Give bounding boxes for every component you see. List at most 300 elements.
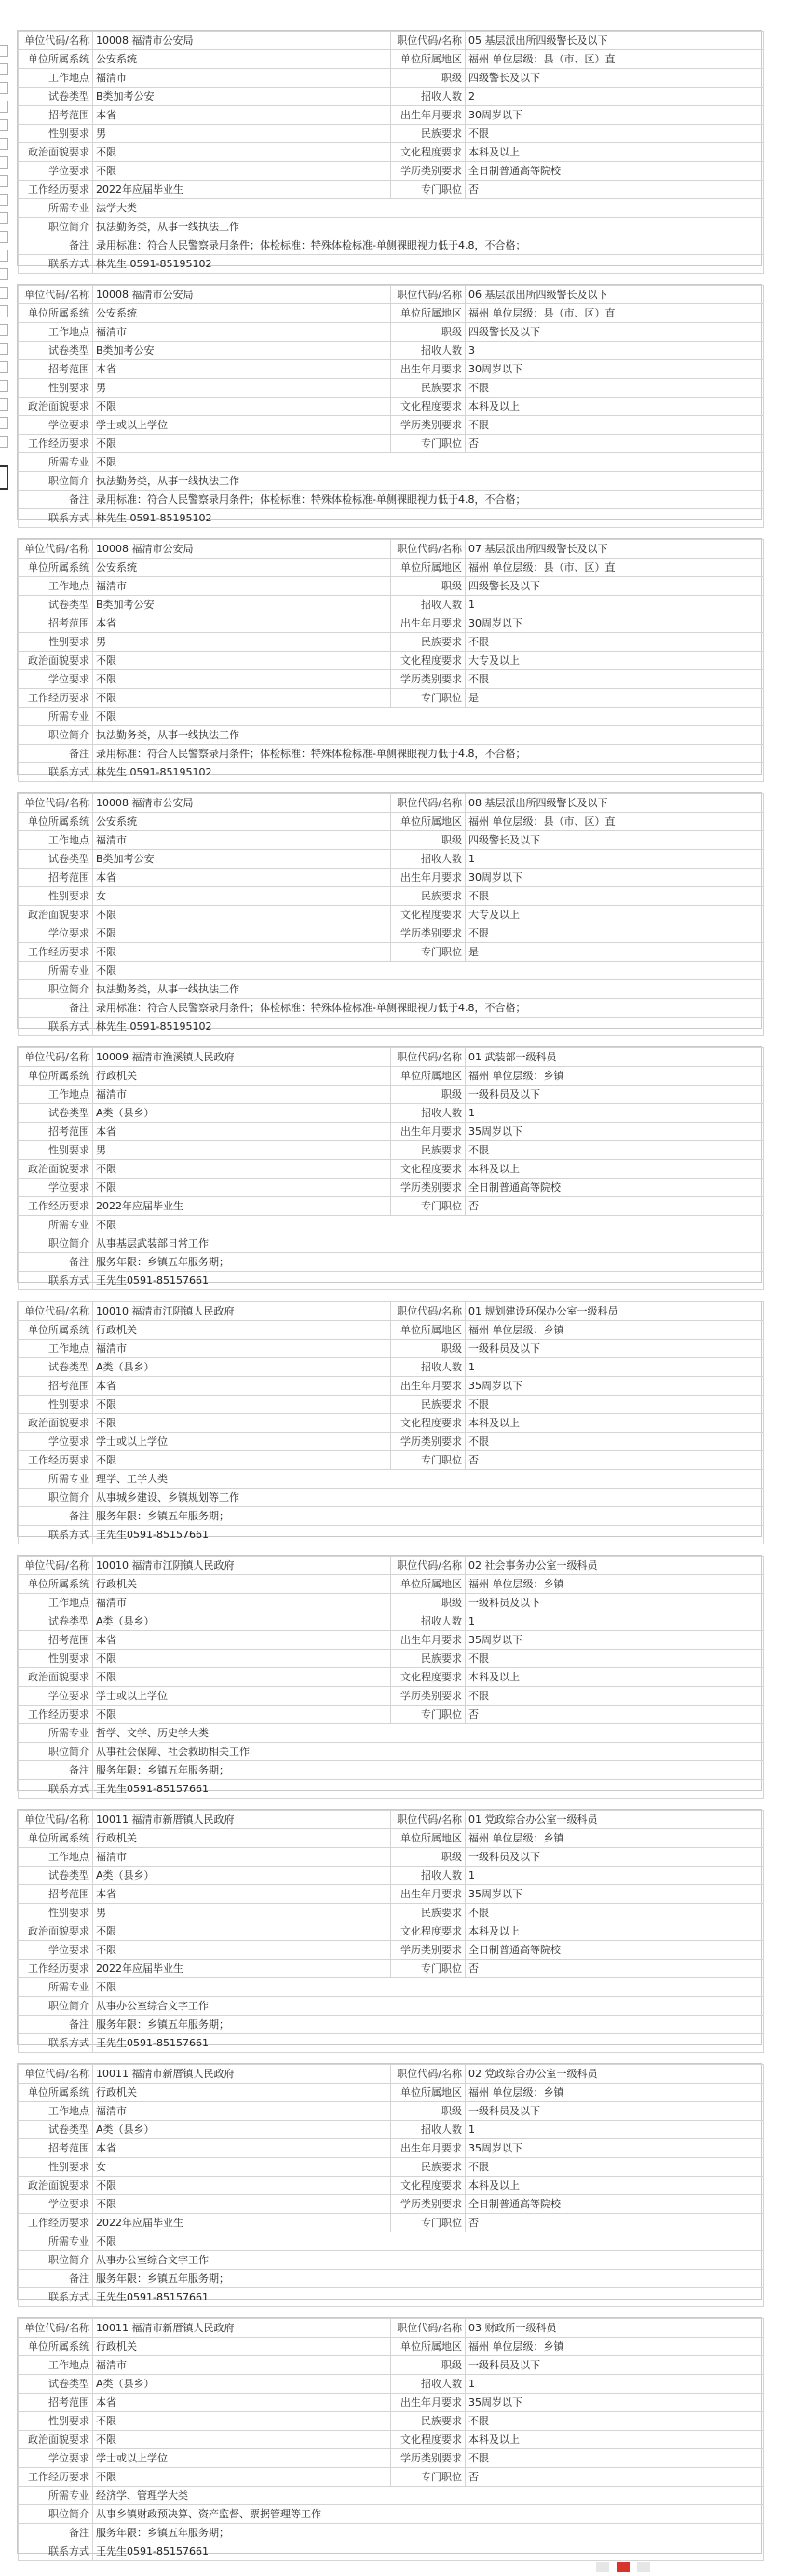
- field-value-birth: 35周岁以下: [466, 1123, 764, 1141]
- field-label-special: 专门职位: [391, 2214, 466, 2232]
- field-value-contact: 王先生0591-85157661: [93, 2288, 764, 2307]
- field-value-intro: 从事基层武装部日常工作: [93, 1234, 764, 1253]
- table-row: [19, 2487, 764, 2505]
- table-row: [19, 491, 764, 509]
- table-row: [19, 1724, 764, 1743]
- field-label-location: 工作地点: [19, 2356, 93, 2375]
- field-label-birth: 出生年月要求: [391, 360, 466, 379]
- field-value-system: 行政机关: [93, 1067, 391, 1086]
- field-label-edutype: 学历类别要求: [391, 670, 466, 689]
- field-value-rank: 一级科员及以下: [466, 1340, 764, 1358]
- field-value-ethnic: 不限: [466, 1396, 764, 1414]
- field-value-edu: 本科及以上: [466, 143, 764, 162]
- field-value-system: 行政机关: [93, 1321, 391, 1340]
- table-row: [19, 2251, 764, 2270]
- field-value-note: 服务年限：乡镇五年服务期；: [93, 2270, 764, 2288]
- table-row: [19, 1048, 764, 1067]
- table-row: [19, 2102, 764, 2121]
- field-label-degree: 学位要求: [19, 416, 93, 435]
- field-value-birth: 35周岁以下: [466, 1885, 764, 1904]
- table-row: [19, 850, 764, 869]
- field-label-edutype: 学历类别要求: [391, 1941, 466, 1960]
- field-label-system: 单位所属系统: [19, 559, 93, 577]
- field-label-contact: 联系方式: [19, 1272, 93, 1290]
- table-row: [19, 1470, 764, 1489]
- field-label-rank: 职级: [391, 1340, 466, 1358]
- table-row: [19, 509, 764, 528]
- rail-tab[interactable]: [0, 305, 8, 317]
- field-value-edu: 本科及以上: [466, 1414, 764, 1433]
- field-label-note: 备注: [19, 2016, 93, 2034]
- field-value-intro: 从事乡镇财政预决算、资产监督、票据管理等工作: [93, 2505, 764, 2524]
- field-label-experience: 工作经历要求: [19, 689, 93, 708]
- table-row: [19, 794, 764, 813]
- field-label-edu: 文化程度要求: [391, 143, 466, 162]
- field-value-gender: 男: [93, 379, 391, 398]
- field-label-birth: 出生年月要求: [391, 1123, 466, 1141]
- field-value-count: 1: [466, 1358, 764, 1377]
- field-label-count: 招收人数: [391, 1867, 466, 1885]
- table-row: [19, 32, 764, 50]
- field-label-degree: 学位要求: [19, 924, 93, 943]
- field-value-rank: 一级科员及以下: [466, 1848, 764, 1867]
- field-value-note: 录用标准：符合人民警察录用条件；体检标准：特殊体检标准-单侧裸眼视力低于4.8，不合格；: [93, 745, 764, 763]
- table-row: [19, 1668, 764, 1687]
- table-row: [19, 2412, 764, 2431]
- rail-tab[interactable]: [0, 63, 8, 75]
- field-label-major: 所需专业: [19, 1216, 93, 1234]
- table-row: [19, 1272, 764, 1290]
- field-label-degree: 学位要求: [19, 1433, 93, 1451]
- page-button[interactable]: [596, 2562, 609, 2572]
- table-row: [19, 2177, 764, 2195]
- field-value-note: 服务年限：乡镇五年服务期；: [93, 1253, 764, 1272]
- field-label-unit: 单位代码/名称: [19, 286, 93, 304]
- field-label-birth: 出生年月要求: [391, 614, 466, 633]
- table-row: [19, 2195, 764, 2214]
- rail-tab[interactable]: [0, 101, 8, 113]
- field-label-contact: 联系方式: [19, 2288, 93, 2307]
- table-row: [19, 1489, 764, 1507]
- field-label-edutype: 学历类别要求: [391, 2195, 466, 2214]
- rail-tab[interactable]: [0, 436, 8, 448]
- rail-tab[interactable]: [0, 119, 8, 131]
- field-label-area: 单位所属地区: [391, 1829, 466, 1848]
- field-label-note: 备注: [19, 745, 93, 763]
- field-value-area: 福州 单位层级：县（市、区）直: [466, 813, 764, 831]
- table-row: [19, 1141, 764, 1160]
- table-row: [19, 255, 764, 274]
- field-label-special: 专门职位: [391, 1706, 466, 1724]
- field-value-exam: B类加考公安: [93, 850, 391, 869]
- field-value-location: 福清市: [93, 2356, 391, 2375]
- field-value-experience: 不限: [93, 2468, 391, 2487]
- field-label-intro: 职位简介: [19, 2505, 93, 2524]
- field-value-special: 否: [466, 2468, 764, 2487]
- field-label-political: 政治面貌要求: [19, 2431, 93, 2449]
- field-value-special: 否: [466, 1451, 764, 1470]
- field-value-degree: 不限: [93, 1941, 391, 1960]
- table-row: [19, 1526, 764, 1544]
- field-value-intro: 从事社会保障、社会救助相关工作: [93, 1743, 764, 1761]
- field-value-post: 05 基层派出所四级警长及以下: [466, 32, 764, 50]
- rail-tab[interactable]: [0, 324, 8, 336]
- field-label-scope: 招考范围: [19, 1631, 93, 1650]
- field-value-contact: 王先生0591-85157661: [93, 1272, 764, 1290]
- field-value-scope: 本省: [93, 2139, 391, 2158]
- field-label-scope: 招考范围: [19, 2139, 93, 2158]
- field-label-area: 单位所属地区: [391, 559, 466, 577]
- field-value-intro: 从事办公室综合文字工作: [93, 1997, 764, 2016]
- field-value-post: 03 财政所一级科员: [466, 2319, 764, 2338]
- field-label-note: 备注: [19, 236, 93, 255]
- field-label-rank: 职级: [391, 1594, 466, 1612]
- field-label-unit: 单位代码/名称: [19, 2065, 93, 2084]
- field-value-edutype: 全日制普通高等院校: [466, 2195, 764, 2214]
- field-label-exam: 试卷类型: [19, 2121, 93, 2139]
- table-row: [19, 2121, 764, 2139]
- field-label-experience: 工作经历要求: [19, 1451, 93, 1470]
- field-value-location: 福清市: [93, 1340, 391, 1358]
- field-value-edutype: 不限: [466, 670, 764, 689]
- field-label-major: 所需专业: [19, 199, 93, 218]
- field-label-location: 工作地点: [19, 69, 93, 88]
- rail-tab[interactable]: [0, 398, 8, 411]
- field-label-area: 单位所属地区: [391, 813, 466, 831]
- table-row: [19, 304, 764, 323]
- table-row: [19, 2449, 764, 2468]
- field-value-experience: 2022年应届毕业生: [93, 1960, 391, 1978]
- field-value-post: 06 基层派出所四级警长及以下: [466, 286, 764, 304]
- field-label-major: 所需专业: [19, 2487, 93, 2505]
- table-row: [19, 652, 764, 670]
- field-label-edutype: 学历类别要求: [391, 1433, 466, 1451]
- field-value-major: 理学、工学大类: [93, 1470, 764, 1489]
- field-label-count: 招收人数: [391, 1612, 466, 1631]
- field-value-experience: 2022年应届毕业生: [93, 1197, 391, 1216]
- rail-tab[interactable]: [0, 380, 8, 392]
- field-value-rank: 四级警长及以下: [466, 831, 764, 850]
- rail-tab[interactable]: [0, 82, 8, 94]
- field-value-birth: 30周岁以下: [466, 360, 764, 379]
- page-button[interactable]: [637, 2562, 650, 2572]
- field-value-exam: A类（县乡）: [93, 2375, 391, 2394]
- field-value-unit: 10009 福清市渔溪镇人民政府: [93, 1048, 391, 1067]
- job-post-card: [17, 1555, 762, 1795]
- field-value-experience: 不限: [93, 943, 391, 962]
- field-label-note: 备注: [19, 2524, 93, 2542]
- field-label-special: 专门职位: [391, 689, 466, 708]
- rail-tab[interactable]: [0, 231, 8, 243]
- field-label-edutype: 学历类别要求: [391, 1687, 466, 1706]
- field-label-gender: 性别要求: [19, 1396, 93, 1414]
- field-value-system: 公安系统: [93, 304, 391, 323]
- rail-tab[interactable]: [0, 250, 8, 262]
- field-label-edu: 文化程度要求: [391, 1160, 466, 1179]
- table-row: [19, 360, 764, 379]
- field-value-gender: 男: [93, 1904, 391, 1922]
- field-value-rank: 一级科员及以下: [466, 2356, 764, 2375]
- field-label-rank: 职级: [391, 2102, 466, 2121]
- field-value-scope: 本省: [93, 869, 391, 887]
- field-value-post: 08 基层派出所四级警长及以下: [466, 794, 764, 813]
- table-row: [19, 1179, 764, 1197]
- table-row: [19, 1594, 764, 1612]
- field-label-political: 政治面貌要求: [19, 143, 93, 162]
- table-row: [19, 1904, 764, 1922]
- field-label-unit: 单位代码/名称: [19, 794, 93, 813]
- table-row: [19, 181, 764, 199]
- field-value-unit: 10008 福清市公安局: [93, 540, 391, 559]
- field-label-birth: 出生年月要求: [391, 869, 466, 887]
- field-label-count: 招收人数: [391, 850, 466, 869]
- rail-tab[interactable]: [0, 138, 8, 150]
- field-value-edu: 大专及以上: [466, 906, 764, 924]
- table-row: [19, 106, 764, 125]
- field-label-unit: 单位代码/名称: [19, 1811, 93, 1829]
- field-label-ethnic: 民族要求: [391, 633, 466, 652]
- field-value-rank: 一级科员及以下: [466, 1086, 764, 1104]
- field-value-note: 录用标准：符合人民警察录用条件；体检标准：特殊体检标准-单侧裸眼视力低于4.8，不合格；: [93, 491, 764, 509]
- field-value-major: 不限: [93, 962, 764, 980]
- field-label-scope: 招考范围: [19, 106, 93, 125]
- field-label-special: 专门职位: [391, 435, 466, 453]
- field-label-special: 专门职位: [391, 943, 466, 962]
- field-label-rank: 职级: [391, 323, 466, 342]
- rail-tab[interactable]: [0, 287, 8, 299]
- field-value-special: 是: [466, 943, 764, 962]
- field-label-birth: 出生年月要求: [391, 2394, 466, 2412]
- field-value-area: 福州 单位层级：乡镇: [466, 2084, 764, 2102]
- field-value-post: 01 规划建设环保办公室一级科员: [466, 1302, 764, 1321]
- field-label-experience: 工作经历要求: [19, 2468, 93, 2487]
- field-value-experience: 不限: [93, 435, 391, 453]
- table-row: [19, 2431, 764, 2449]
- field-value-exam: B类加考公安: [93, 596, 391, 614]
- job-post-card: [17, 30, 762, 270]
- field-value-count: 1: [466, 850, 764, 869]
- rail-tab[interactable]: [0, 417, 8, 429]
- field-value-political: 不限: [93, 906, 391, 924]
- table-row: [19, 379, 764, 398]
- rail-tab[interactable]: [0, 343, 8, 355]
- rail-tab-selected[interactable]: [0, 465, 8, 490]
- page-button-current[interactable]: [617, 2562, 630, 2572]
- table-row: [19, 1507, 764, 1526]
- table-row: [19, 1811, 764, 1829]
- field-value-edutype: 全日制普通高等院校: [466, 162, 764, 181]
- table-row: [19, 1867, 764, 1885]
- field-value-unit: 10008 福清市公安局: [93, 794, 391, 813]
- table-row: [19, 1829, 764, 1848]
- field-label-special: 专门职位: [391, 1960, 466, 1978]
- field-value-degree: 学士或以上学位: [93, 1687, 391, 1706]
- table-row: [19, 962, 764, 980]
- field-value-location: 福清市: [93, 2102, 391, 2121]
- table-row: [19, 472, 764, 491]
- left-scroll-rail: [0, 0, 11, 493]
- field-value-degree: 不限: [93, 670, 391, 689]
- table-row: [19, 924, 764, 943]
- field-value-ethnic: 不限: [466, 887, 764, 906]
- field-label-experience: 工作经历要求: [19, 1706, 93, 1724]
- table-row: [19, 2232, 764, 2251]
- field-label-experience: 工作经历要求: [19, 435, 93, 453]
- field-label-area: 单位所属地区: [391, 1067, 466, 1086]
- field-label-major: 所需专业: [19, 962, 93, 980]
- field-label-note: 备注: [19, 1507, 93, 1526]
- field-value-edutype: 不限: [466, 924, 764, 943]
- field-label-edu: 文化程度要求: [391, 906, 466, 924]
- field-label-major: 所需专业: [19, 1470, 93, 1489]
- field-value-gender: 不限: [93, 1650, 391, 1668]
- field-value-post: 07 基层派出所四级警长及以下: [466, 540, 764, 559]
- table-row: [19, 69, 764, 88]
- field-label-rank: 职级: [391, 577, 466, 596]
- field-value-rank: 一级科员及以下: [466, 1594, 764, 1612]
- field-value-contact: 王先生0591-85157661: [93, 2542, 764, 2561]
- rail-tab[interactable]: [0, 268, 8, 280]
- table-row: [19, 559, 764, 577]
- field-label-system: 单位所属系统: [19, 1067, 93, 1086]
- field-label-post: 职位代码/名称: [391, 2065, 466, 2084]
- field-value-political: 不限: [93, 652, 391, 670]
- field-value-rank: 四级警长及以下: [466, 323, 764, 342]
- field-label-unit: 单位代码/名称: [19, 32, 93, 50]
- table-row: [19, 1451, 764, 1470]
- field-value-unit: 10011 福清市新厝镇人民政府: [93, 1811, 391, 1829]
- field-label-degree: 学位要求: [19, 1687, 93, 1706]
- field-label-birth: 出生年月要求: [391, 1885, 466, 1904]
- field-label-birth: 出生年月要求: [391, 106, 466, 125]
- field-label-exam: 试卷类型: [19, 1867, 93, 1885]
- field-value-area: 福州 单位层级：乡镇: [466, 1321, 764, 1340]
- field-label-area: 单位所属地区: [391, 2338, 466, 2356]
- field-label-edutype: 学历类别要求: [391, 416, 466, 435]
- table-row: [19, 943, 764, 962]
- field-label-edu: 文化程度要求: [391, 2177, 466, 2195]
- field-value-birth: 35周岁以下: [466, 2394, 764, 2412]
- field-label-count: 招收人数: [391, 88, 466, 106]
- field-value-contact: 王先生0591-85157661: [93, 1780, 764, 1799]
- field-value-system: 行政机关: [93, 1575, 391, 1594]
- field-label-contact: 联系方式: [19, 763, 93, 782]
- table-row: [19, 2468, 764, 2487]
- job-post-card: [17, 1046, 762, 1287]
- table-row: [19, 1885, 764, 1904]
- field-value-exam: B类加考公安: [93, 342, 391, 360]
- field-value-edu: 本科及以上: [466, 1668, 764, 1687]
- table-row: [19, 1018, 764, 1036]
- field-label-major: 所需专业: [19, 1978, 93, 1997]
- field-value-rank: 一级科员及以下: [466, 2102, 764, 2121]
- table-row: [19, 2139, 764, 2158]
- rail-tab[interactable]: [0, 156, 8, 169]
- field-label-post: 职位代码/名称: [391, 540, 466, 559]
- field-label-ethnic: 民族要求: [391, 2158, 466, 2177]
- table-row: [19, 2375, 764, 2394]
- table-row: [19, 2338, 764, 2356]
- field-value-scope: 本省: [93, 1631, 391, 1650]
- field-value-birth: 30周岁以下: [466, 106, 764, 125]
- field-label-intro: 职位简介: [19, 1234, 93, 1253]
- field-value-edutype: 不限: [466, 416, 764, 435]
- rail-tab[interactable]: [0, 45, 8, 57]
- table-row: [19, 1706, 764, 1724]
- field-value-major: 不限: [93, 1978, 764, 1997]
- field-value-political: 不限: [93, 2177, 391, 2195]
- field-label-exam: 试卷类型: [19, 596, 93, 614]
- table-row: [19, 218, 764, 236]
- field-label-experience: 工作经历要求: [19, 1197, 93, 1216]
- field-value-experience: 不限: [93, 1706, 391, 1724]
- field-value-count: 1: [466, 596, 764, 614]
- table-row: [19, 323, 764, 342]
- field-value-unit: 10010 福清市江阴镇人民政府: [93, 1302, 391, 1321]
- job-post-card: [17, 2317, 762, 2557]
- field-value-area: 福州 单位层级：乡镇: [466, 1829, 764, 1848]
- field-value-exam: A类（县乡）: [93, 1867, 391, 1885]
- field-value-note: 服务年限：乡镇五年服务期；: [93, 1507, 764, 1526]
- table-row: [19, 906, 764, 924]
- rail-tab[interactable]: [0, 212, 8, 224]
- field-value-contact: 林先生 0591-85195102: [93, 763, 764, 782]
- field-value-birth: 30周岁以下: [466, 869, 764, 887]
- field-value-exam: A类（县乡）: [93, 1612, 391, 1631]
- field-value-location: 福清市: [93, 1848, 391, 1867]
- table-row: [19, 2016, 764, 2034]
- table-row: [19, 2158, 764, 2177]
- field-label-major: 所需专业: [19, 1724, 93, 1743]
- field-label-unit: 单位代码/名称: [19, 1557, 93, 1575]
- table-row: [19, 143, 764, 162]
- field-label-area: 单位所属地区: [391, 1321, 466, 1340]
- field-label-gender: 性别要求: [19, 1650, 93, 1668]
- field-label-location: 工作地点: [19, 1340, 93, 1358]
- field-label-degree: 学位要求: [19, 162, 93, 181]
- field-value-degree: 学士或以上学位: [93, 416, 391, 435]
- table-row: [19, 1848, 764, 1867]
- field-value-intro: 从事城乡建设、乡镇规划等工作: [93, 1489, 764, 1507]
- field-label-gender: 性别要求: [19, 2158, 93, 2177]
- field-label-political: 政治面貌要求: [19, 398, 93, 416]
- table-row: [19, 1780, 764, 1799]
- field-value-gender: 男: [93, 125, 391, 143]
- field-value-post: 01 武装部一级科员: [466, 1048, 764, 1067]
- rail-tab[interactable]: [0, 175, 8, 187]
- table-row: [19, 398, 764, 416]
- table-row: [19, 2505, 764, 2524]
- field-value-post: 02 党政综合办公室一级科员: [466, 2065, 764, 2084]
- field-value-major: 不限: [93, 1216, 764, 1234]
- field-label-rank: 职级: [391, 1848, 466, 1867]
- field-label-gender: 性别要求: [19, 633, 93, 652]
- field-value-unit: 10011 福清市新厝镇人民政府: [93, 2319, 391, 2338]
- field-value-scope: 本省: [93, 1885, 391, 1904]
- field-value-gender: 男: [93, 1141, 391, 1160]
- rail-tab[interactable]: [0, 194, 8, 206]
- field-value-exam: A类（县乡）: [93, 1104, 391, 1123]
- field-label-post: 职位代码/名称: [391, 794, 466, 813]
- field-label-intro: 职位简介: [19, 1743, 93, 1761]
- field-label-political: 政治面貌要求: [19, 1668, 93, 1687]
- field-label-exam: 试卷类型: [19, 342, 93, 360]
- field-label-exam: 试卷类型: [19, 850, 93, 869]
- table-row: [19, 670, 764, 689]
- field-value-count: 1: [466, 2121, 764, 2139]
- rail-tab[interactable]: [0, 361, 8, 373]
- table-row: [19, 1997, 764, 2016]
